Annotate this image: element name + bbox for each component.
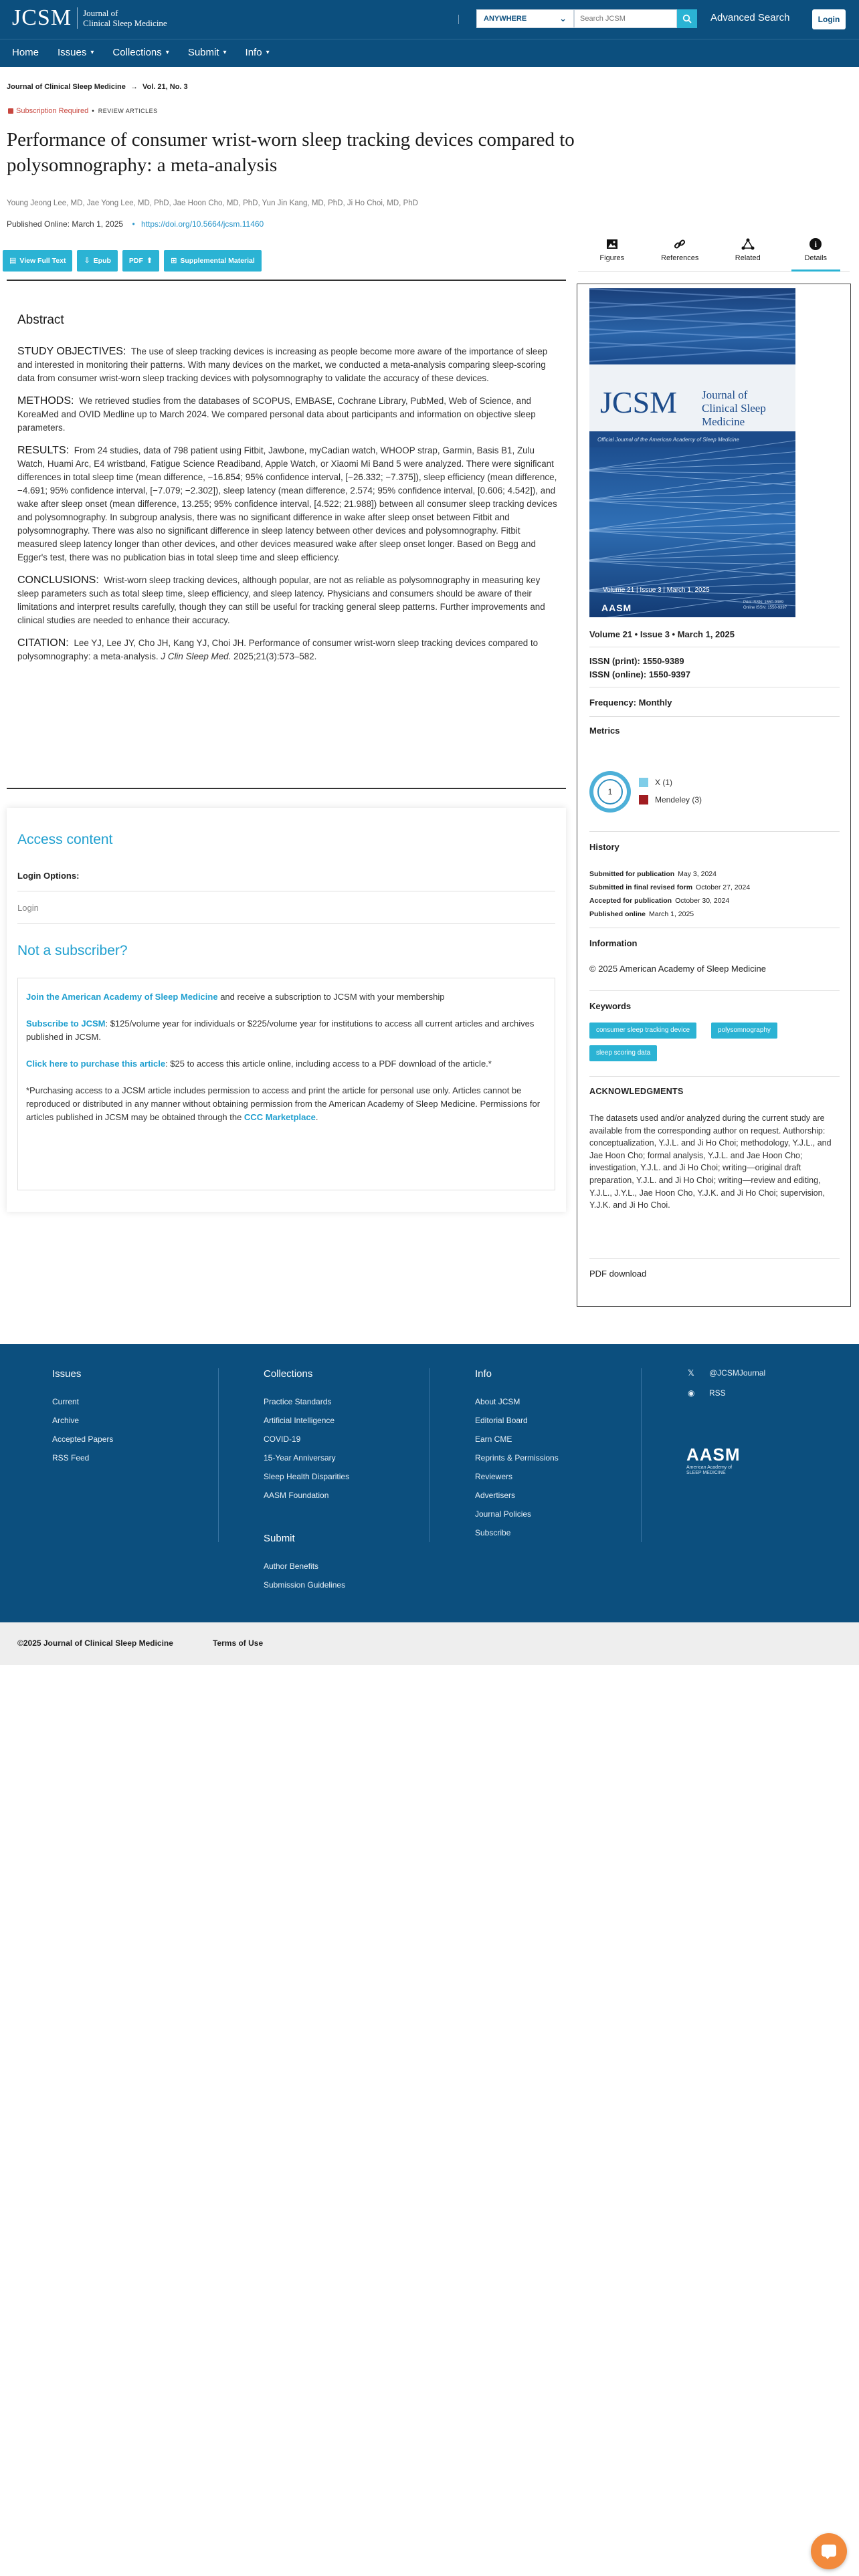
- history-row: [589, 897, 729, 905]
- footer-column-submit: [264, 1533, 345, 1599]
- subscription-badge: [8, 107, 88, 115]
- purchase-offer: [26, 1057, 547, 1071]
- cover-wave-line: [589, 342, 795, 354]
- results-text: From 24 studies, data of 798 patient using Fitbit, Jawbone, myCadian watch, WHOOP strap, Garmin, Basis B1, Zulu Watch, Huami Arc, E4 wristband, Fatigue Science Readiband, Apple Watch, or Xiaomi Mi Band 5 were analyzed. There were significant differences in total sleep time (mean difference, −16.854; 95% confidence interval, [−26.332; −7.375]), sleep efficiency (mean difference, −4.691; 95% confidence interval, [−7.079; −2.302]), sleep latency (mean difference, 2.574; 95% confidence interval, [0.606; 4.542]), and wake after sleep onset (mean difference, 13.255; 95% confidence interval, [4.522; 21.988]) between all consumer sleep tracking devices and polysomnography. In subgroup analysis, there was no significant difference in wake after sleep onset between Fitbit and polysomnography. There was also no significant difference in sleep latency between other devices and polysomnography. Fitbit measured sleep latency longer than other devices, and other devices measured wake after sleep onset longer. Based on Begg and Egger's test, there was no publication bias in total sleep time and sleep efficiency.: [17, 445, 557, 562]
- metric-swatch: [639, 778, 648, 787]
- footer-link[interactable]: Current: [52, 1397, 80, 1406]
- nav-item-label: Issues: [58, 47, 87, 58]
- cover-wave-line: [589, 288, 795, 300]
- tab-references[interactable]: [646, 234, 714, 271]
- sidebar-tabs: [578, 234, 850, 272]
- join-offer: [26, 990, 547, 1004]
- footer-link[interactable]: Artificial Intelligence: [264, 1416, 335, 1425]
- cover-wave-line: [589, 315, 795, 327]
- logo-journal-name: [83, 8, 167, 28]
- search-scope-select[interactable]: [476, 9, 574, 28]
- conclusions-label: CONCLUSIONS:: [17, 574, 99, 586]
- abstract-results: [17, 444, 559, 564]
- terms-of-use-link[interactable]: Terms of Use: [213, 1638, 264, 1648]
- tab-details[interactable]: [782, 234, 850, 271]
- footer-column-title: Submit: [264, 1533, 295, 1544]
- footer-column-issues: [52, 1368, 113, 1472]
- methods-text: We retrieved studies from the databases of SCOPUS, EMBASE, Cochrane Library, PubMed, Web of Science, and KoreaMed and OVID Medline up to March 2024. We compared personal data about participants and information on objective sleep parameters.: [17, 396, 536, 433]
- action-label: View Full Text: [19, 257, 66, 265]
- action-button-view-full-text[interactable]: [3, 250, 72, 272]
- logo-name-line2: Clinical Sleep Medicine: [83, 18, 167, 28]
- footer-link[interactable]: Earn CME: [475, 1434, 512, 1444]
- chat-bubble-tail: [824, 2555, 831, 2559]
- subscribe-link[interactable]: Subscribe to JCSM: [26, 1018, 106, 1029]
- abstract-conclusions: [17, 574, 559, 627]
- article-type: REVIEW ARTICLES: [98, 108, 158, 114]
- site-footer: [0, 1344, 859, 1622]
- fulltext-icon: ▤: [9, 257, 17, 265]
- access-login-link[interactable]: Login: [17, 903, 39, 913]
- section-divider: [7, 280, 566, 281]
- abstract-objectives: [17, 345, 559, 385]
- action-button-epub[interactable]: [77, 250, 117, 272]
- altmetric-donut[interactable]: [589, 771, 631, 813]
- objectives-text: The use of sleep tracking devices is increasing as people become more aware of the importance of sleep and interested in monitoring their patterns. With many devices on the market, we conducted a meta-analysis comparing sleep-scoring data from consumer wrist-worn sleep tracking devices with polysomnography to validate the accuracy of these devices.: [17, 346, 548, 383]
- purchase-note: [26, 1084, 547, 1124]
- breadcrumb: [7, 83, 188, 91]
- not-subscriber-heading: Not a subscriber?: [17, 943, 128, 958]
- history-label: Submitted for publication: [589, 870, 675, 878]
- frequency: Frequency: Monthly: [589, 697, 672, 708]
- header-divider: [458, 15, 459, 24]
- methods-label: METHODS:: [17, 395, 74, 407]
- tab-label: Related: [735, 254, 761, 262]
- top-header: [0, 0, 859, 39]
- purchase-link[interactable]: Click here to purchase this article: [26, 1059, 166, 1069]
- advanced-search-link[interactable]: Advanced Search: [710, 12, 790, 23]
- supplement-icon: ⊞: [171, 257, 177, 265]
- logo-name-line1: Journal of: [83, 8, 118, 18]
- access-heading: Access content: [17, 832, 113, 847]
- footer-link[interactable]: Author Benefits: [264, 1562, 319, 1571]
- footer-column-info: [475, 1368, 559, 1547]
- logo-divider: [77, 7, 78, 29]
- cover-issue-line: Volume 21 | Issue 3 | March 1, 2025: [603, 586, 710, 594]
- cover-wave-line: [589, 302, 795, 314]
- chevron-down-icon: ▾: [266, 49, 270, 56]
- issn-online: ISSN (online): 1550-9397: [589, 669, 690, 679]
- history-label: Accepted for publication: [589, 897, 672, 905]
- footer-link[interactable]: RSS Feed: [52, 1453, 90, 1463]
- doi-link[interactable]: https://doi.org/10.5664/jcsm.11460: [141, 219, 264, 229]
- cover-logo: JCSM: [600, 385, 678, 419]
- chat-widget-button[interactable]: [811, 2533, 847, 2569]
- footer-link[interactable]: Subscribe: [475, 1528, 511, 1537]
- citation-journal: J Clin Sleep Med.: [161, 651, 231, 661]
- metric-row[interactable]: [639, 795, 702, 804]
- footer-column-title: Collections: [264, 1368, 313, 1380]
- publication-info: [7, 219, 264, 229]
- link-icon: [646, 237, 714, 251]
- article-actions: [3, 250, 262, 272]
- social-label: @JCSMJournal: [709, 1368, 766, 1378]
- footer-link[interactable]: Editorial Board: [475, 1416, 528, 1425]
- social-links: [688, 1368, 765, 1408]
- nav-item-info[interactable]: [246, 47, 270, 58]
- jcsm-logo[interactable]: [12, 5, 167, 31]
- subscription-offers: [17, 978, 555, 1190]
- rss-icon: ◉: [688, 1388, 695, 1398]
- aasm-logo-sub: [686, 1465, 741, 1476]
- footer-link[interactable]: Practice Standards: [264, 1397, 332, 1406]
- footer-divider: [641, 1368, 642, 1542]
- join-offer-text: and receive a subscription to JCSM with your membership: [217, 992, 445, 1002]
- chevron-down-icon: ▾: [223, 49, 227, 56]
- cover-wave-line: [589, 346, 795, 362]
- cover-aasm-logo: AASM: [601, 603, 632, 613]
- cover-issn: [743, 600, 787, 611]
- abstract-heading: Abstract: [17, 313, 64, 327]
- cover-top-art: [589, 288, 795, 364]
- footer-link[interactable]: COVID-19: [264, 1434, 301, 1444]
- issn-print: ISSN (print): 1550-9389: [589, 656, 684, 666]
- nav-item-label: Collections: [112, 47, 162, 58]
- divider: [589, 716, 840, 717]
- chevron-down-icon: ⌄: [559, 13, 567, 23]
- keyword-tag[interactable]: consumer sleep tracking device: [589, 1023, 696, 1039]
- history-date: October 30, 2024: [675, 897, 730, 905]
- nav-item-home[interactable]: [12, 47, 39, 58]
- cover-issn-print: Print ISSN: 1550-9389: [743, 601, 784, 605]
- x-icon: 𝕏: [688, 1368, 694, 1378]
- abstract-section: [17, 313, 559, 673]
- copyright-text: © 2025 American Academy of Sleep Medicine: [589, 964, 766, 974]
- history-row: [589, 883, 750, 891]
- footer-column-title: Issues: [52, 1368, 82, 1380]
- cover-masthead: [589, 364, 795, 431]
- nav-items: [12, 47, 288, 58]
- image-icon: [578, 237, 646, 251]
- nav-item-submit[interactable]: [188, 47, 227, 58]
- metric-label: Mendeley (3): [655, 795, 702, 804]
- logo-mark: JCSM: [12, 5, 72, 30]
- information-heading: Information: [589, 938, 638, 948]
- access-content-panel: [7, 808, 566, 1212]
- abstract-citation: [17, 637, 559, 663]
- cover-wave-line: [589, 449, 795, 471]
- cover-journal-name: [702, 389, 795, 429]
- abstract-methods: [17, 395, 559, 435]
- footer-link[interactable]: 15-Year Anniversary: [264, 1453, 336, 1463]
- published-date: Published Online: March 1, 2025: [7, 219, 124, 229]
- history-row: [589, 870, 717, 878]
- action-button-pdf[interactable]: [122, 250, 159, 272]
- divider: [589, 831, 840, 832]
- network-icon: [714, 237, 782, 251]
- search-scope-value: ANYWHERE: [484, 15, 527, 23]
- metric-label: X (1): [655, 778, 673, 787]
- tab-label: References: [661, 254, 699, 262]
- subscription-row: [8, 107, 158, 115]
- section-divider-bottom: [7, 788, 566, 789]
- divider: [17, 923, 555, 924]
- search-icon: [682, 14, 692, 23]
- footer-link[interactable]: Sleep Health Disparities: [264, 1472, 350, 1481]
- conclusions-text: Wrist-worn sleep tracking devices, although popular, are not as reliable as polysomnography in measuring key sleep parameters such as total sleep time, sleep efficiency, and sleep latency. Physicians and consumers should be aware of their limitations and interpret results carefully, though they can still be useful for tracking general sleep patterns. Further improvements and clinical studies are needed to enhance their accuracy.: [17, 575, 545, 625]
- history-row: [589, 910, 694, 918]
- article-title: Performance of consumer wrist-worn sleep tracking devices compared to polysomnography: a meta-analysis: [7, 129, 575, 176]
- subscription-label: Subscription Required: [16, 107, 89, 115]
- acknowledgments-text: The datasets used and/or analyzed during the current study are available from the corresponding author on request. Authorship: conceptualization, Y.J.L. and Ji Ho Choi; methodology, Y.J.L., and Jae Hoon Cho; formal analysis, Y.J.L. and Jae Hoon Cho; investigation, Y.J.L. and Ji Ho Choi; writing—original draft preparation, Y.J.L. and Ji Ho Choi; writing—review and editing, Y.J.L., J.Y.L., Jae Hoon Cho, Y.J.K. and Ji Ho Choi; supervision, Y.J.K. and Ji Ho Choi.: [589, 1113, 832, 1210]
- breadcrumb-volume[interactable]: Vol. 21, No. 3: [142, 83, 188, 91]
- citation-details: 2025;21(3):573–582.: [233, 651, 317, 661]
- footer-link[interactable]: Advertisers: [475, 1491, 516, 1500]
- breadcrumb-arrow: →: [130, 83, 138, 91]
- aasm-footer-logo[interactable]: [686, 1444, 741, 1476]
- social-link[interactable]: [688, 1368, 765, 1378]
- divider: [589, 1258, 840, 1259]
- history-label: Published online: [589, 910, 646, 918]
- action-label: Epub: [93, 257, 111, 265]
- metric-swatch: [639, 795, 648, 804]
- footer-column-collections: [264, 1368, 349, 1509]
- social-link[interactable]: [688, 1388, 765, 1398]
- footer-link[interactable]: Journal Policies: [475, 1509, 532, 1519]
- citation-text: Lee YJ, Lee JY, Cho JH, Kang YJ, Choi JH. Performance of consumer wrist-worn sleep tracking devices compared to polysomnography: a meta-analysis.: [17, 638, 539, 661]
- login-button[interactable]: Login: [812, 9, 846, 29]
- subscribe-offer-text: : $125/volume year for individuals or $225/volume year for institutions to access all current articles and archives published in JCSM.: [26, 1018, 535, 1042]
- chevron-down-icon: ▾: [90, 49, 94, 56]
- divider: [589, 1076, 840, 1077]
- acknowledgments-heading: ACKNOWLEDGMENTS: [589, 1087, 684, 1096]
- cover-issn-online: Online ISSN: 1550-9397: [743, 606, 787, 610]
- history-date: March 1, 2025: [649, 910, 694, 918]
- details-sidebar: [577, 284, 851, 1307]
- aasm-logo-text: AASM: [686, 1444, 741, 1465]
- footer-column-title: Info: [475, 1368, 492, 1380]
- metrics-heading: Metrics: [589, 726, 620, 736]
- nav-item-label: Submit: [187, 47, 219, 58]
- aasm-sub2: SLEEP MEDICINE: [686, 1471, 726, 1475]
- metric-row[interactable]: [639, 778, 672, 787]
- citation-label: CITATION:: [17, 637, 69, 649]
- action-label: Supplemental Material: [180, 257, 255, 265]
- footer-bottom-bar: [0, 1622, 859, 1665]
- cover-strip: Official Journal of the American Academy of Sleep Medicine: [589, 431, 795, 447]
- footer-divider: [218, 1368, 219, 1542]
- footer-link[interactable]: Submission Guidelines: [264, 1580, 346, 1590]
- results-label: RESULTS:: [17, 445, 70, 456]
- divider: [589, 990, 840, 991]
- keyword-tag[interactable]: sleep scoring data: [589, 1045, 657, 1061]
- action-button-supplemental-material[interactable]: [164, 250, 262, 272]
- nav-item-issues[interactable]: [58, 47, 94, 58]
- altmetric-score: 1: [597, 779, 623, 804]
- pdf-icon: ⬆: [146, 257, 153, 265]
- subscription-bullet: •: [92, 107, 94, 115]
- breadcrumb-journal[interactable]: Journal of Clinical Sleep Medicine: [7, 83, 126, 91]
- purchase-offer-text: : $25 to access this article online, including access to a PDF download of the article.*: [165, 1059, 492, 1069]
- login-options-label: Login Options:: [17, 871, 80, 881]
- author-list[interactable]: Young Jeong Lee, MD, Jae Yong Lee, MD, PhD, Jae Hoon Cho, MD, PhD, Yun Jin Kang, MD, PhD, Ji Ho Choi, MD, PhD: [7, 199, 418, 207]
- keyword-tag[interactable]: polysomnography: [711, 1023, 777, 1039]
- keywords-heading: Keywords: [589, 1001, 632, 1011]
- social-label: RSS: [709, 1388, 726, 1398]
- nav-item-label: Info: [245, 47, 262, 58]
- search-button[interactable]: [677, 9, 697, 28]
- aasm-sub1: American Academy of: [686, 1465, 733, 1470]
- search-input[interactable]: [574, 9, 677, 28]
- tab-label: Figures: [599, 254, 625, 262]
- tab-label: Details: [804, 254, 828, 262]
- subscribe-offer: [26, 1017, 547, 1044]
- journal-cover-image[interactable]: [589, 288, 795, 617]
- cover-wave-line: [589, 328, 795, 340]
- nav-item-collections[interactable]: [112, 47, 169, 58]
- history-date: May 3, 2024: [678, 870, 717, 878]
- action-label: PDF: [128, 257, 143, 265]
- lock-icon: [8, 108, 13, 114]
- footer-link[interactable]: Reviewers: [475, 1472, 513, 1481]
- objectives-label: STUDY OBJECTIVES:: [17, 346, 126, 357]
- tab-figures[interactable]: [578, 234, 646, 271]
- cover-name-line2: Clinical Sleep Medicine: [702, 402, 766, 428]
- info-icon: i: [782, 237, 850, 251]
- join-aasm-link[interactable]: Join the American Academy of Sleep Medicine: [26, 992, 218, 1002]
- ccc-marketplace-link[interactable]: CCC Marketplace: [244, 1112, 316, 1122]
- tab-related[interactable]: [714, 234, 782, 271]
- footer-link[interactable]: Accepted Papers: [52, 1434, 114, 1444]
- footer-link[interactable]: Archive: [52, 1416, 80, 1425]
- chevron-down-icon: ▾: [165, 49, 169, 56]
- purchase-note-end: .: [315, 1112, 318, 1122]
- footer-link[interactable]: Reprints & Permissions: [475, 1453, 559, 1463]
- footer-link[interactable]: AASM Foundation: [264, 1491, 329, 1500]
- history-heading: History: [589, 842, 619, 852]
- footer-link[interactable]: About JCSM: [475, 1397, 520, 1406]
- pdf-download-link[interactable]: PDF download: [589, 1269, 647, 1279]
- doi-bullet: •: [132, 219, 135, 229]
- footer-copyright: ©2025 Journal of Clinical Sleep Medicine: [17, 1638, 173, 1648]
- epub-icon: ⇩: [84, 257, 90, 265]
- history-date: October 27, 2024: [696, 883, 751, 891]
- nav-item-label: Home: [12, 47, 39, 58]
- cover-name-line1: Journal of: [702, 389, 748, 401]
- main-nav: [0, 39, 859, 67]
- history-label: Submitted in final revised form: [589, 883, 693, 891]
- issue-volume: Volume 21 • Issue 3 • March 1, 2025: [589, 629, 735, 639]
- purchase-note-text: *Purchasing access to a JCSM article includes permission to access and print the article for personal use only. Articles cannot be reproduced or distributed in any manner without obtaining permission from the American Academy of Sleep Medicine. Permissions for articles published in JCSM may be obtained through the: [26, 1085, 541, 1122]
